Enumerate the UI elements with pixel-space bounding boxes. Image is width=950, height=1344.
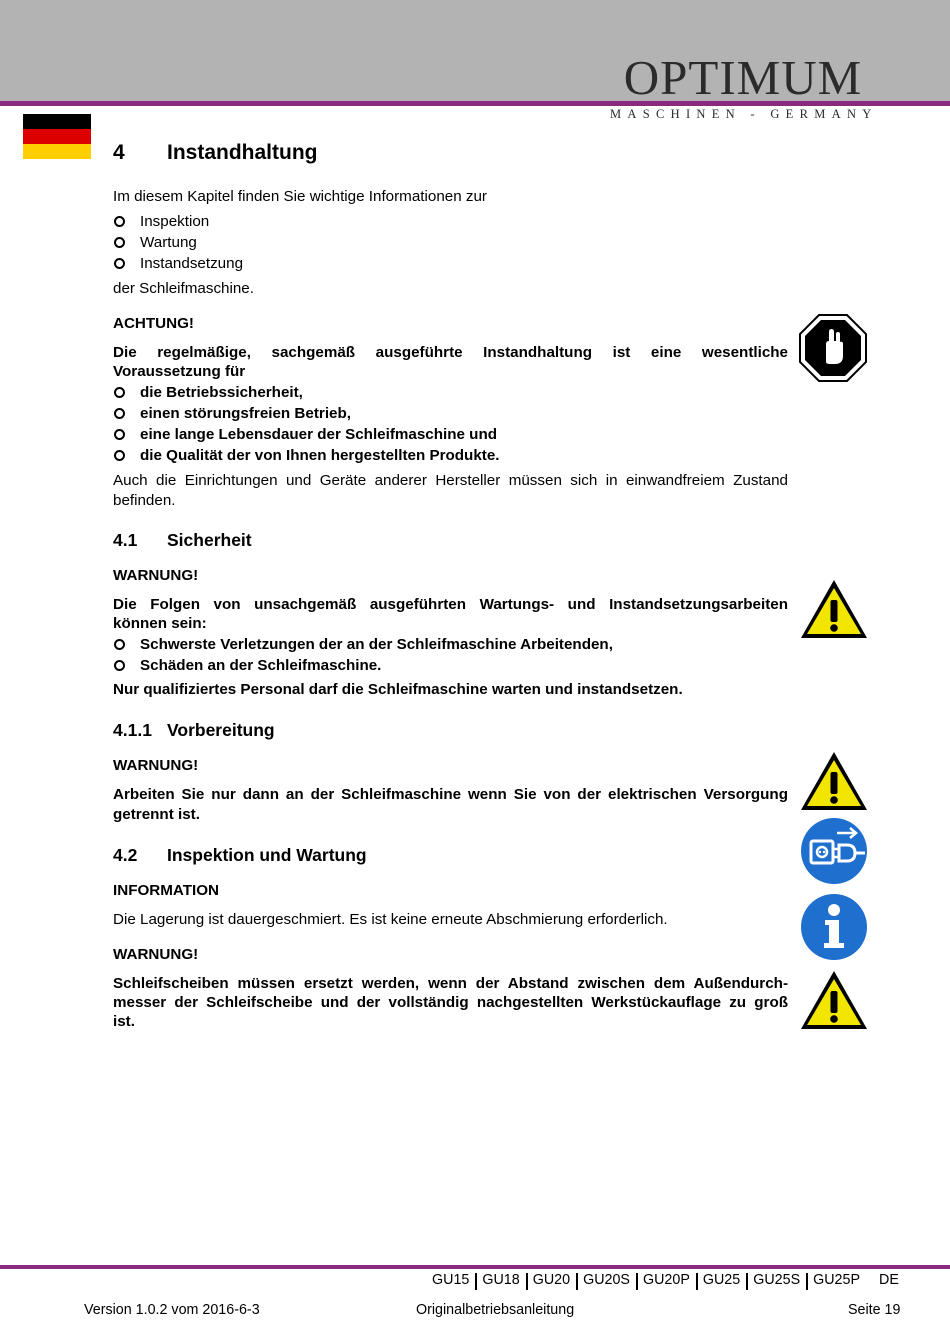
list-item: Inspektion <box>113 212 243 233</box>
warning-triangle-icon <box>799 750 869 812</box>
section-title: Inspektion und Wartung <box>167 845 367 865</box>
chapter-heading <box>113 141 318 165</box>
stop-hand-icon <box>799 314 869 382</box>
list-item: Schwerste Verletzungen der an der Schleifmaschine Arbeitenden, <box>113 635 613 656</box>
section-4-1-1-heading <box>113 720 275 741</box>
separator <box>526 1273 528 1290</box>
chapter-title: Instandhaltung <box>167 141 318 164</box>
separator <box>696 1273 698 1290</box>
section-title: Vorbereitung <box>167 720 275 740</box>
version-info: Version 1.0.2 vom 2016-6-3 <box>84 1302 260 1318</box>
warning-label: WARNUNG! <box>113 567 199 584</box>
consequences-list <box>113 635 613 677</box>
footer-accent-line <box>0 1265 950 1269</box>
section-4-1-heading <box>113 530 252 551</box>
wheel-warning-line-3: ist. <box>113 1013 135 1030</box>
list-item: Schäden an der Schleifmaschine. <box>113 656 613 677</box>
achtung-list <box>113 383 500 467</box>
model-name: GU20S <box>583 1272 630 1288</box>
warning-label: WARNUNG! <box>113 946 199 963</box>
separator <box>576 1273 578 1290</box>
warning-lead-line-2: können sein: <box>113 615 207 632</box>
lubrication-info: Die Lagerung ist dauergeschmiert. Es ist keine erneute Abschmierung erforderlich. <box>113 911 668 928</box>
list-item: eine lange Lebensdauer der Schleifmaschine und <box>113 425 500 446</box>
qualified-personnel-note: Nur qualifiziertes Personal darf die Schleifmaschine warten und instandsetzen. <box>113 681 683 698</box>
chapter-intro: Im diesem Kapitel finden Sie wichtige Informationen zur <box>113 188 487 205</box>
model-name: GU15 <box>432 1272 470 1288</box>
model-list <box>432 1272 860 1289</box>
optimum-logo <box>600 52 890 132</box>
brand-name: OPTIMUM <box>623 50 863 105</box>
separator <box>746 1273 748 1290</box>
chapter-number: 4 <box>113 141 125 164</box>
brand-subtitle: MASCHINEN - GERMANY <box>610 107 878 121</box>
list-item: Instandsetzung <box>113 254 243 275</box>
warning-triangle-icon <box>799 578 869 640</box>
page-number: Seite 19 <box>848 1302 901 1318</box>
achtung-lead-line-1: Die regelmäßige, sachgemäß ausgeführte Instandhaltung ist eine wesentliche <box>113 344 788 361</box>
section-4-2-heading <box>113 845 367 866</box>
chapter-outro: der Schleifmaschine. <box>113 280 254 297</box>
model-name: GU25 <box>702 1272 741 1288</box>
warning-label: WARNUNG! <box>113 757 199 774</box>
separator <box>636 1273 638 1290</box>
warning-lead-line-1: Die Folgen von unsachgemäß ausgeführten Wartungs- und Instandsetzungsarbeiten <box>113 596 788 613</box>
unplug-icon <box>799 817 869 885</box>
separator <box>475 1273 477 1290</box>
achtung-label: ACHTUNG! <box>113 315 194 332</box>
list-item: einen störungsfreien Betrieb, <box>113 404 500 425</box>
section-number: 4.1 <box>113 530 138 550</box>
info-icon <box>799 893 869 961</box>
model-name: GU25P <box>813 1272 860 1288</box>
document-type: Originalbetriebsanleitung <box>416 1302 575 1318</box>
germany-flag-icon <box>23 114 91 159</box>
model-name: GU20P <box>642 1272 690 1288</box>
disconnect-warning: Arbeiten Sie nur dann an der Schleifmaschine wenn Sie von der elektrischen Versorgung getrennt ist. <box>113 786 788 823</box>
list-item: die Betriebssicherheit, <box>113 383 500 404</box>
chapter-topic-list <box>113 212 243 275</box>
model-name: GU18 <box>482 1272 520 1288</box>
warning-triangle-icon <box>799 969 869 1031</box>
section-title: Sicherheit <box>167 530 252 550</box>
other-devices-note: Auch die Einrichtungen und Geräte anderer Hersteller müssen sich in einwandfreiem Zustand befinden. <box>113 472 788 509</box>
list-item: Wartung <box>113 233 243 254</box>
section-number: 4.1.1 <box>113 720 152 740</box>
list-item: die Qualität der von Ihnen hergestellten Produkte. <box>113 446 500 467</box>
wheel-warning-line-1: Schleifscheiben müssen ersetzt werden, wenn der Abstand zwischen dem Außendurch- <box>113 975 788 992</box>
achtung-lead-line-2: Voraussetzung für <box>113 363 246 380</box>
model-name: GU25S <box>753 1272 801 1288</box>
section-number: 4.2 <box>113 845 138 865</box>
model-name: GU20 <box>532 1272 571 1288</box>
wheel-warning-line-2: messer der Schleifscheibe und der vollständig nachgestellten Werkstückauflage zu groß <box>113 994 788 1011</box>
separator <box>806 1273 808 1290</box>
language-code: DE <box>879 1272 899 1288</box>
information-label: INFORMATION <box>113 882 220 899</box>
